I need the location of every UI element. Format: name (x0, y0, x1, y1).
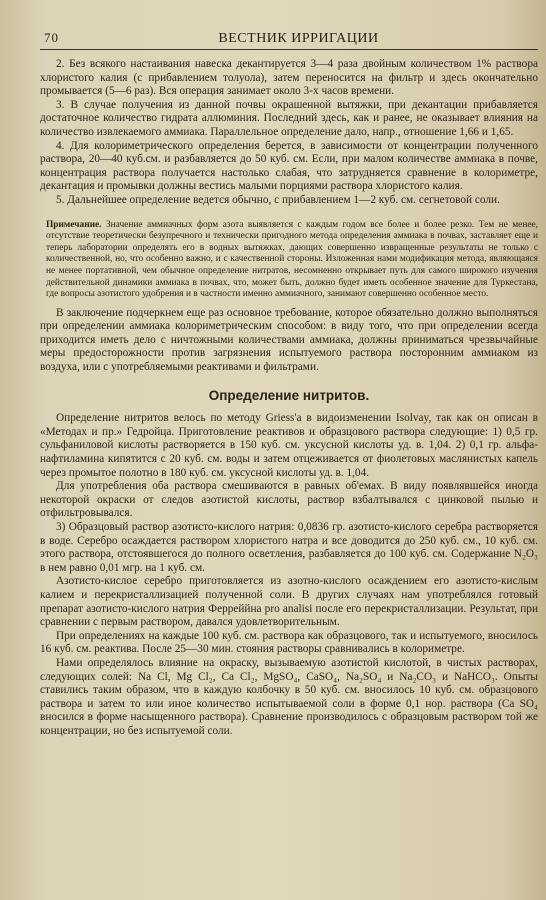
note-text: Значение аммиачных форм азота выявляется с каждым годом все более и более резко. Тем не менее, отсутствие теоретически безупречного и технически пригодного метода определения аммиака в почвах, заставляет еще и теперь лаборатории определять его в водных вытяжках, дающих совершенно извращенные результаты не только с количественной, но, что особенно важно, и с качественной стороны. Изложенная нами модификация метода, являющаяся не менее портативной, чем обычное определение нитратов, несомненно открывает путь для самого широкого изучения действительной динамики аммиака в почвах, что, может быть, должно будет иметь особенное значение для Туркестана, где вопросы азотистого удобрения и в частности именно аммиачного, занимают совершенно особенное место. (46, 219, 538, 300)
paragraph-step-3: 3. В случае получения из данной почвы окрашенной вытяжки, при декантации прибавляется достаточное количество гидрата аллюминия. Последний здесь, как и ранее, не оказывает влияния на количество извлекаемого аммиака. Параллельное определение дало, напр., отношение 1,66 и 1,65. (40, 98, 538, 138)
paragraph-mixing: Для употребления оба раствора смешиваются в равных об'емах. В виду появлявшейся иногда некоторой окраски от следов азотистой кислоты, раствор взбалтывался с цинковой пылью и отфильтровывался. (40, 480, 538, 520)
running-head (40, 30, 538, 50)
paragraph-silver-nitrite: Азотисто-кислое серебро приготовляется из азотно-кислого осаждением его азотисто-кислым калием и перекристаллизацией полученной соли. В других случаях нам употреблялся готовый препарат азотисто-кислого натрия Ферреййна pro analisi после его перекристаллизации. Результат, при сравнении с первым раствором, давался удовлетворительным. (40, 575, 538, 629)
article-body (40, 58, 538, 739)
paragraph-method: Определение нитритов велось по методу Griess'a в видоизменении Isolvay, так как он описан в «Методах и пр.» Гедройца. Приготовление реактивов и образцового раствора следующие: 1) 0,5 гр. сульфаниловой кислоты растворяется в 150 куб. см. уксусной кислоты уд. в. 1,04. 2) 0,1 гр. альфа-нафтиламина кипятится с 20 куб. см. воды и затем отцеживается от фиолетовых маслянистых капель через промытое полотно в 180 куб. см. уксусной кислоты уд. в. 1,04. (40, 412, 538, 479)
journal-title: ВЕСТНИК ИРРИГАЦИИ (218, 31, 379, 46)
page-number: 70 (44, 30, 59, 45)
paragraph-step-2: 2. Без всякого настаивания навеска декантируется 3—4 раза двойным количеством 1% раствора хлористого калия (с прибавлением толуола), затем переносится на фильтр и здесь окончательно промывается (5—6 раз). Вся операция занимает около 3-х часов времени. (40, 58, 538, 98)
section-heading: Определение нитритов. (208, 387, 370, 403)
paragraph-step-4: 4. Для колориметрического определения берется, в зависимости от концентрации полученного раствора, 20—40 куб.см. и разбавляется до 50 куб. см. Если, при малом количестве аммиака в почве, концентрация раствора получается настолько слабая, что затрудняется сравнение в колориметре, декантация и промывки должны вестись малыми порциями раствора хлористого калия. (40, 139, 538, 193)
note-lead: Примечание. (46, 219, 102, 230)
paragraph-conclusion: В заключение подчеркнем еще раз основное требование, которое обязательно должно выполняться при определении аммиака колориметрическим способом: в виду того, что при определении всегда приходится иметь дело с ничтожными количествами аммиака, должны приниматься чрезвычайные меры предосторожности против загрязнения испытуемого раствора посторонним аммиаком из воздуха, или с употребляемыми реактивами и фильтрами. (40, 306, 538, 374)
paragraph-standard-solution: 3) Образцовый раствор азотисто-кислого натрия: 0,0836 гр. азотисто-кислого серебра растворяется в воде. Серебро осаждается раствором хлористого натра и все доводится до 250 куб. см., 10 куб. см. этого раствора, отстоявшегося до полного осветления, разбавляется до 100 куб. см. Содержание N₂O₃ в нем равно 0,01 мгр. на 1 куб. см. (40, 521, 538, 574)
footnote-remark (40, 220, 538, 301)
paragraph-step-5: 5. Дальнейшее определение ведется обычно, с прибавлением 1—2 куб. см. сегнетовой соли. (56, 193, 500, 206)
paragraph-salt-influence: Нами определялось влияние на окраску, вызываемую азотистой кислотой, в чистых растворах, следующих солей: Na Cl, Mg Cl₂, Ca Cl₂, MgSO₄, CaSO₄, Na₂SO₄ и Na₂CO₃ и NaHCO₃. Опыты ставились таким образом, что в каждую колбочку в 50 куб. см. вносилось 10 куб. см. образцового раствора и затем то или иное количество испытываемой соли в форме 0,1 нор. раствора (Ca SO₄ вносился в форме насыщенного раствора). Сравнение производилось с образцовым раствором той же концентрации, но без испытуемой соли. (40, 656, 538, 737)
paragraph-reagent-volume: При определениях на каждые 100 куб. см. раствора как образцового, так и испытуемого, вносилось 16 куб. см. реактива. После 25—30 мин. стояния растворы сравнивались в колориметре. (40, 629, 538, 656)
